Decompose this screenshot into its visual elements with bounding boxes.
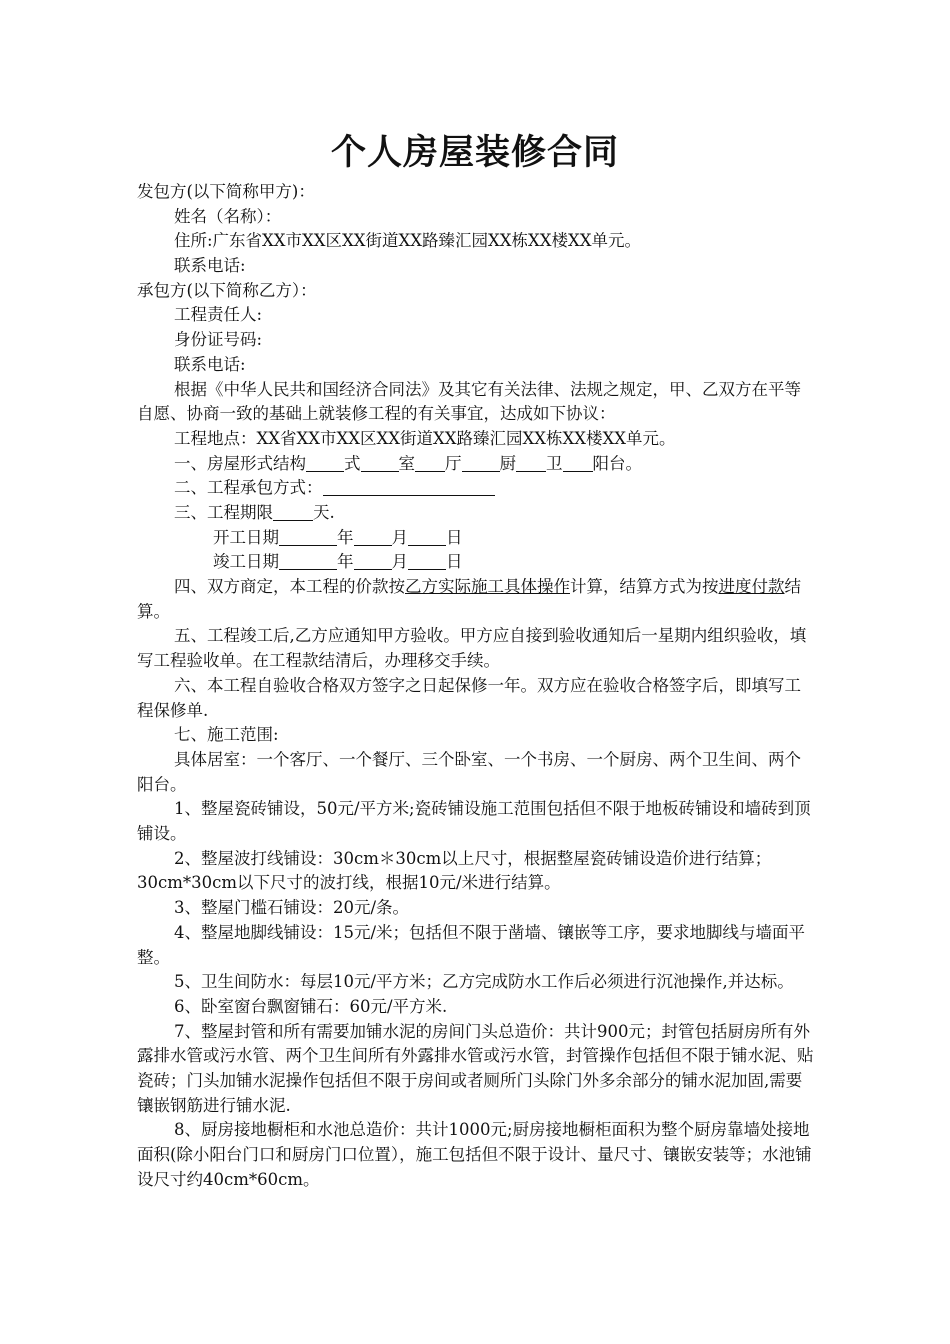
month-label: 月 <box>391 527 408 547</box>
clause-4-settlement-method: 进度付款 <box>718 577 785 597</box>
clause-1-label-balcony: 阳台。 <box>592 453 642 473</box>
clause-6-warranty: 六、本工程自验收合格双方签字之日起保修一年。双方应在验收合格签字后，即填写工程保修单. <box>137 675 801 720</box>
scope-item: 1、整屋瓷砖铺设，50元/平方米;瓷砖铺设施工范围包括但不限于地板砖铺设和墙砖到顶铺设。 <box>137 799 811 844</box>
intro-paragraph: 根据《中华人民共和国经济合同法》及其它有关法律、法规之规定，甲、乙双方在平等自愿、协商一致的基础上就装修工程的有关事宜，达成如下协议： <box>137 379 801 424</box>
clause-1-label-style: 式 <box>344 453 361 473</box>
end-date-line <box>137 550 817 575</box>
party-b-id: 身份证号码: <box>174 330 263 350</box>
blank-line <box>306 453 344 472</box>
scope-item: 8、厨房接地橱柜和水池总造价：共计1000元;厨房接地橱柜面积为整个厨房靠墙处接地面积(除小阳台门口和厨房门口位置），施工包括但不限于设计、量尺寸、镶嵌安装等；水池铺设尺寸约40cm*60cm。 <box>137 1120 812 1189</box>
clause-4-text-a: 四、双方商定，本工程的价款按 <box>174 577 405 597</box>
party-a-heading: 发包方(以下简称甲方)： <box>137 182 315 201</box>
clause-7-scope: 七、施工范围: <box>174 725 279 745</box>
party-b-phone: 联系电话: <box>174 354 246 374</box>
day-label: 日 <box>446 527 463 547</box>
clause-1-label-kitchen: 厨 <box>499 453 516 473</box>
start-date-line <box>137 526 817 551</box>
year-label: 年 <box>337 527 354 547</box>
party-a-name: 姓名（名称）： <box>174 206 282 226</box>
party-b-person: 工程责任人: <box>174 305 263 325</box>
year-label: 年 <box>337 552 354 572</box>
blank-line <box>408 551 446 570</box>
blank-line <box>279 527 337 546</box>
clause-4-text-c: 结算。 <box>137 577 801 621</box>
party-a-address: 住所:广东省XX市XX区XX街道XX路臻汇园XX栋XX楼XX单元。 <box>174 231 642 251</box>
clause-5-acceptance: 五、工程竣工后,乙方应通知甲方验收。甲方应自接到验收通知后一星期内组织验收，填写工程验收单。在工程款结清后，办理移交手续。 <box>137 626 807 671</box>
blank-line <box>354 551 392 570</box>
clause-4-pricing-basis: 乙方实际施工具体操作 <box>405 577 570 597</box>
clause-4-text-b: 计算，结算方式为按 <box>570 577 719 597</box>
scope-item: 2、整屋波打线铺设：30cm＊30cm以上尺寸，根据整屋瓷砖铺设造价进行结算；30cm*30cm以下尺寸的波打线，根据10元/米进行结算。 <box>137 848 772 893</box>
blank-line <box>516 453 546 472</box>
contract-body <box>137 180 817 1193</box>
end-date-label: 竣工日期 <box>213 552 279 572</box>
clause-3-suffix: 天. <box>313 502 335 522</box>
blank-line <box>408 527 446 546</box>
clause-2-prefix: 二、工程承包方式： <box>174 478 323 498</box>
day-label: 日 <box>446 552 463 572</box>
blank-line <box>323 477 495 496</box>
blank-line <box>415 453 445 472</box>
blank-line <box>354 527 392 546</box>
scope-item: 3、整屋门槛石铺设：20元/条。 <box>174 898 410 918</box>
clause-2-contract-method <box>137 476 817 501</box>
blank-line <box>361 453 399 472</box>
clause-3-duration <box>137 501 817 526</box>
document-title: 个人房屋装修合同 <box>330 132 619 173</box>
project-location: 工程地点：XX省XX市XX区XX街道XX路臻汇园XX栋XX楼XX单元。 <box>174 428 676 448</box>
clause-1-label-hall: 厅 <box>445 453 462 473</box>
scope-item: 4、整屋地脚线铺设：15元/米；包括但不限于凿墙、镶嵌等工序，要求地脚线与墙面平整。 <box>137 922 806 967</box>
clause-1-label-bath: 卫 <box>546 453 563 473</box>
blank-line <box>273 502 313 521</box>
clause-3-prefix: 三、工程期限 <box>174 502 273 522</box>
scope-item: 5、卫生间防水：每层10元/平方米；乙方完成防水工作后必须进行沉池操作,并达标。 <box>174 972 794 992</box>
blank-line <box>279 551 337 570</box>
scope-item: 7、整屋封管和所有需要加铺水泥的房间门头总造价：共计900元；封管包括厨房所有外露排水管或污水管、两个卫生间所有外露排水管或污水管，封管操作包括但不限于铺水泥、贴瓷砖；门头加铺水泥操作包括但不限于房间或者厕所门头除门外多余部分的铺水泥加固,需要镶嵌钢筋进行铺水泥. <box>137 1021 814 1115</box>
blank-line <box>563 453 593 472</box>
scope-item: 6、卧室窗台飘窗铺石：60元/平方米. <box>174 996 448 1016</box>
clause-4-price <box>137 575 817 624</box>
rooms-description: 具体居室：一个客厅、一个餐厅、三个卧室、一个书房、一个厨房、两个卫生间、两个阳台。 <box>137 749 801 794</box>
party-b-heading: 承包方(以下简称乙方）： <box>137 280 317 300</box>
start-date-label: 开工日期 <box>213 527 279 547</box>
blank-line <box>462 453 500 472</box>
clause-1-label-room: 室 <box>398 453 415 473</box>
clause-1-prefix: 一、房屋形式结构 <box>174 453 306 473</box>
clause-1-structure <box>137 452 817 477</box>
party-a-phone: 联系电话: <box>174 256 246 276</box>
month-label: 月 <box>391 552 408 572</box>
